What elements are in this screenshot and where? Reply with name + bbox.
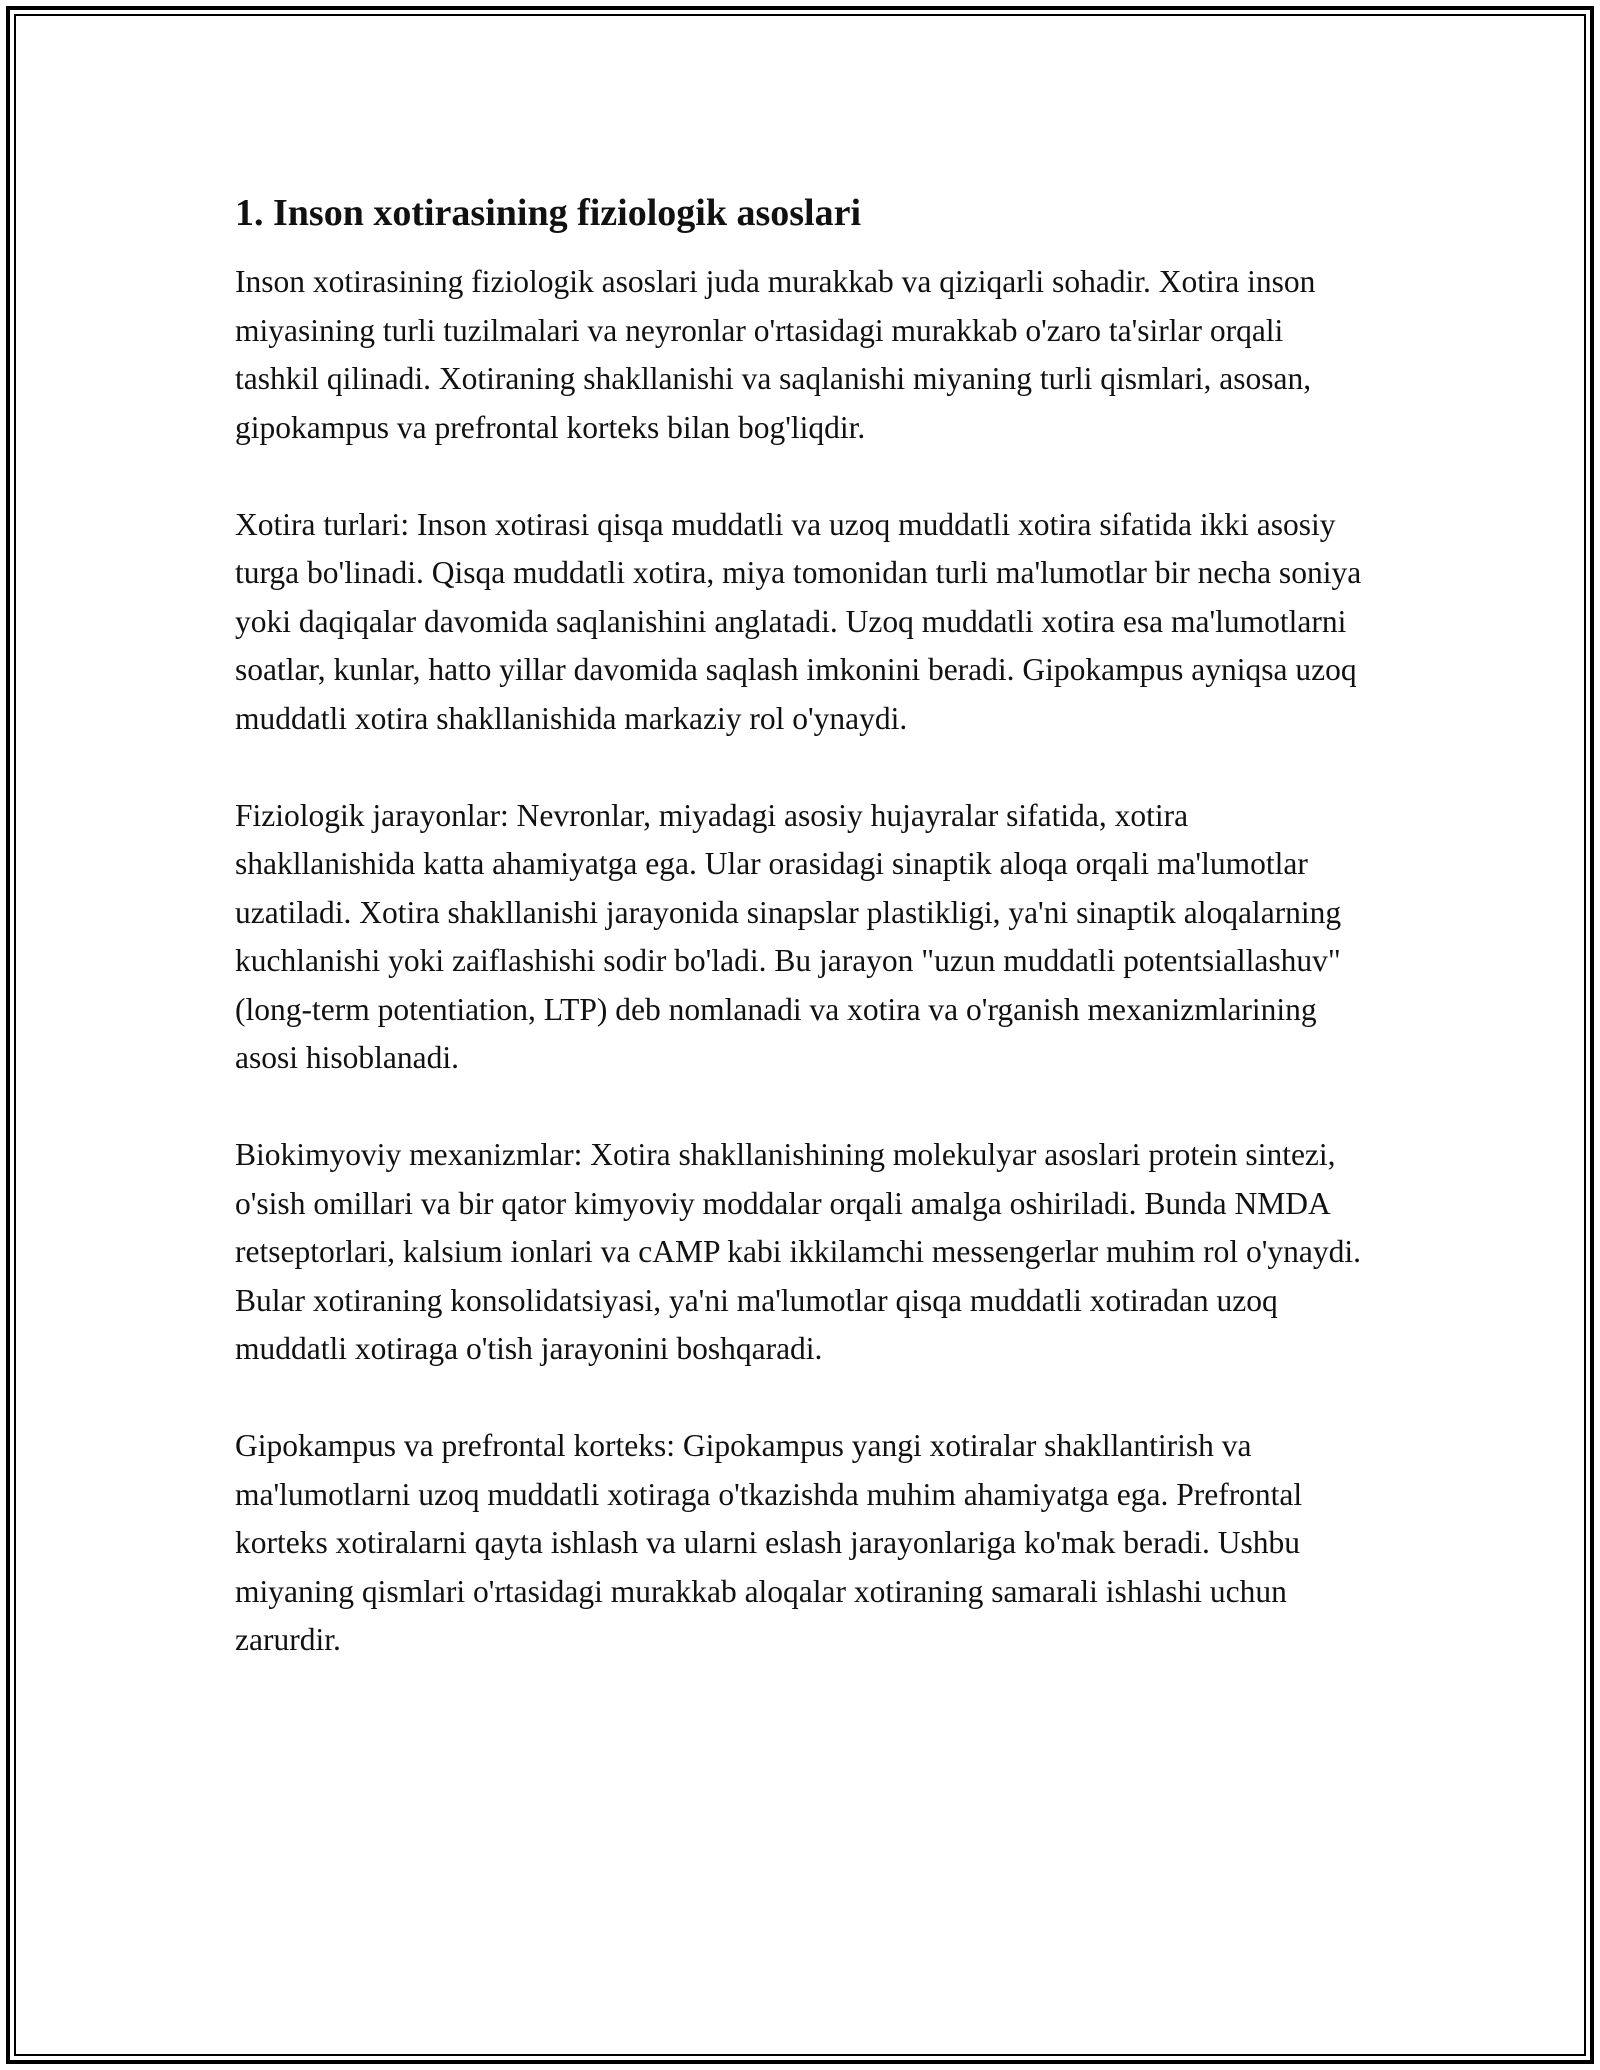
paragraph-physiological-processes: Fiziologik jarayonlar: Nevronlar, miyadagi asosiy hujayralar sifatida, xotira shakllanishida katta ahamiyatga ega. Ular orasidagi sinaptik aloqa orqali ma'lumotlar uzatiladi. Xotira shakllanishi jarayonida sinapslar plastikligi, ya'ni sinaptik aloqalarning kuchlanishi yoki zaiflashishi sodir bo'ladi. Bu jarayon "uzun muddatli potentsiallashuv" (long-term potentiation, LTP) deb nomlanadi va xotira va o'rganish mexanizmlarining asosi hisoblanadi. (235, 797, 1342, 1075)
document-body (235, 186, 1365, 1713)
paragraph-memory-types: Xotira turlari: Inson xotirasi qisqa muddatli va uzoq muddatli xotira sifatida ikki asosiy turga bo'linadi. Qisqa muddatli xotira, miya tomonidan turli ma'lumotlar bir necha soniya yoki daqiqalar davomida saqlanishini anglatadi. Uzoq muddatli xotira esa ma'lumotlarni soatlar, kunlar, hatto yillar davomida saqlash imkonini beradi. Gipokampus ayniqsa uzoq muddatli xotira shakllanishida markaziy rol o'ynaydi. (235, 506, 1362, 736)
section-heading: 1. Inson xotirasining fiziologik asoslari (235, 192, 862, 234)
paragraph-biochemical-mechanisms: Biokimyoviy mexanizmlar: Xotira shakllanishining molekulyar asoslari protein sintezi, o'sish omillari va bir qator kimyoviy moddalar orqali amalga oshiriladi. Bunda NMDA retseptorlari, kalsium ionlari va cAMP kabi ikkilamchi messengerlar muhim rol o'ynaydi. Bular xotiraning konsolidatsiyasi, ya'ni ma'lumotlar qisqa muddatli xotiradan uzoq muddatli xotiraga o'tish jarayonini boshqaradi. (235, 1137, 1362, 1366)
paragraph-intro: Inson xotirasining fiziologik asoslari juda murakkab va qiziqarli sohadir. Xotira inson miyasining turli tuzilmalari va neyronlar o'rtasidagi murakkab o'zaro ta'sirlar orqali tashkil qilinadi. Xotiraning shakllanishi va saqlanishi miyaning turli qismlari, asosan, gipokampus va prefrontal korteks bilan bog'liqdir. (235, 264, 1316, 445)
paragraph-hippocampus-prefrontal: Gipokampus va prefrontal korteks: Gipokampus yangi xotiralar shakllantirish va ma'lumotlarni uzoq muddatli xotiraga o'tkazishda muhim ahamiyatga ega. Prefrontal korteks xotiralarni qayta ishlash va ularni eslash jarayonlariga ko'mak beradi. Ushbu miyaning qismlari o'rtasidagi murakkab aloqalar xotiraning samarali ishlashi uchun zarurdir. (235, 1428, 1303, 1657)
